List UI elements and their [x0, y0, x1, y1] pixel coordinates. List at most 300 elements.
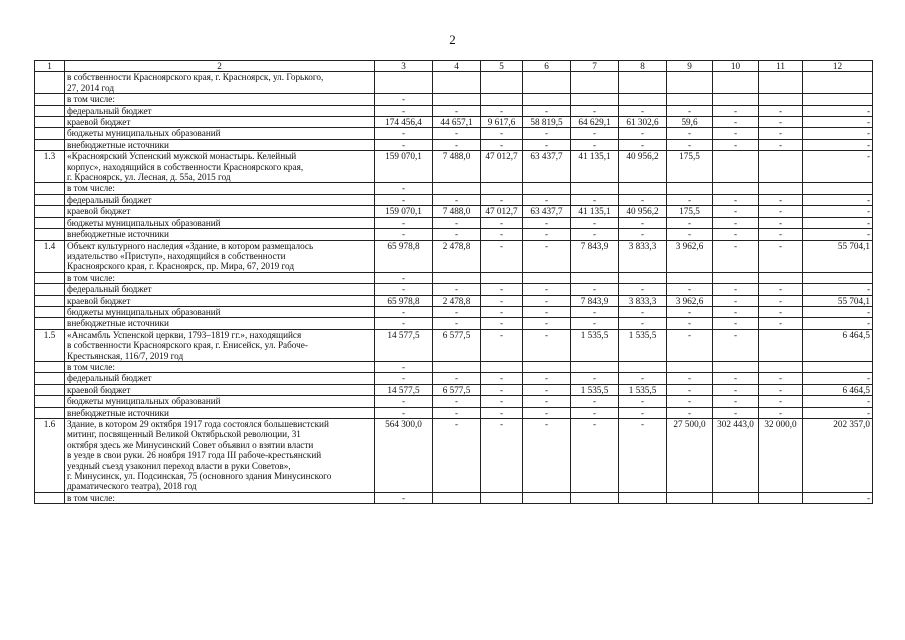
- value-cell-col-3: 159 070,1: [375, 206, 433, 217]
- value-cell-col-12: 55 704,1: [803, 295, 873, 306]
- value-cell-col-12: -: [803, 117, 873, 128]
- row-description: [65, 318, 375, 329]
- row-number: 1.3: [35, 151, 65, 183]
- row-number: [35, 306, 65, 317]
- row-number: [35, 492, 65, 503]
- value-cell-col-8: [619, 361, 667, 372]
- value-cell-col-9: [667, 72, 713, 94]
- value-cell-col-5: -: [481, 128, 523, 139]
- row-number: [35, 183, 65, 194]
- table-row: [35, 240, 873, 272]
- value-cell-col-8: -: [619, 105, 667, 116]
- value-cell-col-3: -: [375, 361, 433, 372]
- value-cell-col-9: -: [667, 306, 713, 317]
- value-cell-col-9: -: [667, 396, 713, 407]
- value-cell-col-6: -: [523, 217, 571, 228]
- value-cell-col-10: -: [713, 295, 759, 306]
- value-cell-col-5: -: [481, 318, 523, 329]
- value-cell-col-7: 7 843,9: [571, 295, 619, 306]
- value-cell-col-11: -: [759, 373, 803, 384]
- table-row: [35, 72, 873, 94]
- table-row: [35, 183, 873, 194]
- row-number: [35, 407, 65, 418]
- row-description: [65, 384, 375, 395]
- value-cell-col-11: -: [759, 284, 803, 295]
- value-cell-col-10: -: [713, 105, 759, 116]
- value-cell-col-6: -: [523, 329, 571, 361]
- value-cell-col-9: -: [667, 229, 713, 240]
- value-cell-col-9: [667, 272, 713, 283]
- value-cell-col-10: -: [713, 229, 759, 240]
- value-cell-col-11: -: [759, 240, 803, 272]
- value-cell-col-4: -: [433, 194, 481, 205]
- row-description: [65, 217, 375, 228]
- description-line: Объект культурного наследия «Здание, в котором размещалось: [67, 240, 314, 251]
- value-cell-col-12: -: [803, 407, 873, 418]
- value-cell-col-5: [481, 492, 523, 503]
- value-cell-col-4: 44 657,1: [433, 117, 481, 128]
- value-cell-col-3: -: [375, 492, 433, 503]
- value-cell-col-12: 55 704,1: [803, 240, 873, 272]
- value-cell-col-8: -: [619, 139, 667, 150]
- value-cell-col-6: -: [523, 128, 571, 139]
- value-cell-col-4: 2 478,8: [433, 295, 481, 306]
- description-line: внебюджетные источники: [67, 139, 169, 150]
- value-cell-col-12: [803, 361, 873, 372]
- value-cell-col-9: -: [667, 128, 713, 139]
- description-line: 27, 2014 год: [67, 82, 114, 93]
- value-cell-col-9: 175,5: [667, 206, 713, 217]
- value-cell-col-5: [481, 183, 523, 194]
- description-line: федеральный бюджет: [67, 105, 152, 116]
- value-cell-col-7: [571, 492, 619, 503]
- value-cell-col-12: -: [803, 105, 873, 116]
- value-cell-col-4: [433, 361, 481, 372]
- value-cell-col-3: 65 978,8: [375, 240, 433, 272]
- value-cell-col-7: [571, 183, 619, 194]
- value-cell-col-8: [619, 183, 667, 194]
- value-cell-col-11: -: [759, 217, 803, 228]
- value-cell-col-6: 58 819,5: [523, 117, 571, 128]
- value-cell-col-7: -: [571, 284, 619, 295]
- value-cell-col-6: -: [523, 105, 571, 116]
- value-cell-col-7: -: [571, 105, 619, 116]
- value-cell-col-9: 3 962,6: [667, 295, 713, 306]
- value-cell-col-11: -: [759, 139, 803, 150]
- description-line: краевой бюджет: [67, 117, 131, 128]
- value-cell-col-12: -: [803, 194, 873, 205]
- value-cell-col-3: -: [375, 272, 433, 283]
- row-description: [65, 206, 375, 217]
- description-line: внебюджетные источники: [67, 318, 169, 329]
- description-line: «Красноярский Успенский мужской монастырь. Келейный: [67, 151, 297, 162]
- row-number: [35, 373, 65, 384]
- row-number: [35, 217, 65, 228]
- value-cell-col-8: -: [619, 306, 667, 317]
- value-cell-col-4: -: [433, 396, 481, 407]
- value-cell-col-7: 7 843,9: [571, 240, 619, 272]
- value-cell-col-6: -: [523, 318, 571, 329]
- row-description: [65, 94, 375, 105]
- table-row: [35, 94, 873, 105]
- value-cell-col-11: -: [759, 117, 803, 128]
- table-row: [35, 373, 873, 384]
- value-cell-col-11: -: [759, 105, 803, 116]
- description-line: бюджеты муниципальных образований: [67, 306, 221, 317]
- table-row: [35, 217, 873, 228]
- value-cell-col-5: -: [481, 407, 523, 418]
- value-cell-col-10: 302 443,0: [713, 419, 759, 493]
- row-description: [65, 72, 375, 94]
- value-cell-col-4: [433, 94, 481, 105]
- value-cell-col-10: -: [713, 407, 759, 418]
- description-line: уездный съезд узаконил переход власти в руки Советов»,: [67, 460, 291, 471]
- value-cell-col-5: [481, 94, 523, 105]
- value-cell-col-10: -: [713, 194, 759, 205]
- value-cell-col-4: -: [433, 229, 481, 240]
- table-row: [35, 194, 873, 205]
- value-cell-col-7: -: [571, 318, 619, 329]
- table-row: [35, 295, 873, 306]
- row-description: [65, 361, 375, 372]
- value-cell-col-9: [667, 94, 713, 105]
- header-cell: 9: [667, 61, 713, 72]
- value-cell-col-3: 564 300,0: [375, 419, 433, 493]
- value-cell-col-3: 14 577,5: [375, 384, 433, 395]
- value-cell-col-7: 64 629,1: [571, 117, 619, 128]
- value-cell-col-5: [481, 361, 523, 372]
- value-cell-col-6: -: [523, 295, 571, 306]
- value-cell-col-12: -: [803, 492, 873, 503]
- value-cell-col-12: 6 464,5: [803, 384, 873, 395]
- value-cell-col-12: 202 357,0: [803, 419, 873, 493]
- value-cell-col-6: 63 437,7: [523, 151, 571, 183]
- header-cell: 8: [619, 61, 667, 72]
- value-cell-col-11: -: [759, 206, 803, 217]
- table-row: [35, 151, 873, 183]
- description-line: митинг, посвященный Великой Октябрьской революции, 31: [67, 429, 301, 440]
- table-row: [35, 105, 873, 116]
- row-number: 1.6: [35, 419, 65, 493]
- row-number: [35, 229, 65, 240]
- value-cell-col-7: 1 535,5: [571, 384, 619, 395]
- value-cell-col-5: [481, 272, 523, 283]
- value-cell-col-10: [713, 72, 759, 94]
- table-row: [35, 407, 873, 418]
- value-cell-col-10: [713, 183, 759, 194]
- header-row: [35, 61, 873, 72]
- row-description: [65, 240, 375, 272]
- value-cell-col-10: [713, 492, 759, 503]
- value-cell-col-4: 6 577,5: [433, 329, 481, 361]
- value-cell-col-5: 47 012,7: [481, 151, 523, 183]
- value-cell-col-12: -: [803, 284, 873, 295]
- value-cell-col-9: [667, 361, 713, 372]
- value-cell-col-4: [433, 492, 481, 503]
- description-line: в собственности Красноярского края, г. Красноярск, ул. Горького,: [67, 72, 324, 83]
- description-line: федеральный бюджет: [67, 194, 152, 205]
- value-cell-col-7: [571, 361, 619, 372]
- value-cell-col-7: -: [571, 194, 619, 205]
- value-cell-col-8: -: [619, 407, 667, 418]
- value-cell-col-12: [803, 183, 873, 194]
- value-cell-col-8: -: [619, 194, 667, 205]
- value-cell-col-7: -: [571, 306, 619, 317]
- value-cell-col-8: -: [619, 318, 667, 329]
- row-number: [35, 72, 65, 94]
- value-cell-col-10: [713, 361, 759, 372]
- value-cell-col-6: [523, 361, 571, 372]
- description-line: г. Минусинск, ул. Подсинская, 75 (основного здания Минусинского: [67, 471, 332, 482]
- value-cell-col-11: 32 000,0: [759, 419, 803, 493]
- budget-table: [34, 60, 873, 504]
- value-cell-col-4: -: [433, 306, 481, 317]
- header-cell: 12: [803, 61, 873, 72]
- value-cell-col-6: -: [523, 229, 571, 240]
- value-cell-col-6: -: [523, 306, 571, 317]
- value-cell-col-11: -: [759, 194, 803, 205]
- table-row: [35, 284, 873, 295]
- value-cell-col-12: -: [803, 139, 873, 150]
- value-cell-col-9: 175,5: [667, 151, 713, 183]
- table-row: [35, 128, 873, 139]
- table-row: [35, 492, 873, 503]
- value-cell-col-11: -: [759, 384, 803, 395]
- value-cell-col-8: -: [619, 419, 667, 493]
- value-cell-col-8: 40 956,2: [619, 206, 667, 217]
- value-cell-col-8: -: [619, 284, 667, 295]
- value-cell-col-3: -: [375, 128, 433, 139]
- value-cell-col-6: [523, 72, 571, 94]
- value-cell-col-11: -: [759, 295, 803, 306]
- value-cell-col-3: 14 577,5: [375, 329, 433, 361]
- value-cell-col-12: -: [803, 128, 873, 139]
- value-cell-col-3: [375, 72, 433, 94]
- header-cell: 5: [481, 61, 523, 72]
- value-cell-col-9: -: [667, 318, 713, 329]
- value-cell-col-6: 63 437,7: [523, 206, 571, 217]
- value-cell-col-10: [713, 151, 759, 183]
- value-cell-col-11: -: [759, 318, 803, 329]
- value-cell-col-4: -: [433, 373, 481, 384]
- row-number: [35, 396, 65, 407]
- description-line: Красноярского края, г. Красноярск, пр. Мира, 67, 2019 год: [67, 261, 295, 272]
- value-cell-col-10: -: [713, 117, 759, 128]
- table-row: [35, 139, 873, 150]
- value-cell-col-11: -: [759, 396, 803, 407]
- value-cell-col-10: -: [713, 284, 759, 295]
- value-cell-col-12: -: [803, 151, 873, 183]
- page-number: 2: [449, 32, 456, 47]
- value-cell-col-6: -: [523, 194, 571, 205]
- value-cell-col-9: -: [667, 284, 713, 295]
- row-description: [65, 295, 375, 306]
- value-cell-col-4: 7 488,0: [433, 151, 481, 183]
- table-row: [35, 229, 873, 240]
- description-line: Здание, в котором 29 октября 1917 года состоялся большевистский: [67, 419, 329, 429]
- header-cell: 6: [523, 61, 571, 72]
- description-line: бюджеты муниципальных образований: [67, 217, 221, 228]
- value-cell-col-7: 41 135,1: [571, 151, 619, 183]
- value-cell-col-4: -: [433, 105, 481, 116]
- row-description: [65, 272, 375, 283]
- value-cell-col-8: [619, 94, 667, 105]
- description-line: октября здесь же Минусинский Совет объявил о взятии власти: [67, 439, 314, 450]
- description-line: краевой бюджет: [67, 384, 131, 395]
- value-cell-col-9: 59,6: [667, 117, 713, 128]
- description-line: г. Красноярск, ул. Лесная, д. 55а, 2015 год: [67, 172, 231, 183]
- value-cell-col-11: [759, 492, 803, 503]
- row-description: [65, 329, 375, 361]
- value-cell-col-8: 40 956,2: [619, 151, 667, 183]
- value-cell-col-10: -: [713, 206, 759, 217]
- value-cell-col-11: [759, 94, 803, 105]
- value-cell-col-10: -: [713, 240, 759, 272]
- value-cell-col-5: -: [481, 194, 523, 205]
- value-cell-col-9: 27 500,0: [667, 419, 713, 493]
- table-row: [35, 361, 873, 372]
- value-cell-col-11: [759, 183, 803, 194]
- value-cell-col-6: [523, 94, 571, 105]
- value-cell-col-10: -: [713, 318, 759, 329]
- description-line: федеральный бюджет: [67, 284, 152, 295]
- row-description: [65, 373, 375, 384]
- table-row: [35, 117, 873, 128]
- value-cell-col-8: -: [619, 128, 667, 139]
- value-cell-col-9: -: [667, 373, 713, 384]
- row-description: [65, 183, 375, 194]
- row-description: [65, 128, 375, 139]
- value-cell-col-4: -: [433, 318, 481, 329]
- value-cell-col-12: [803, 272, 873, 283]
- value-cell-col-6: -: [523, 373, 571, 384]
- value-cell-col-6: -: [523, 240, 571, 272]
- table-row: [35, 329, 873, 361]
- row-number: [35, 284, 65, 295]
- value-cell-col-7: -: [571, 373, 619, 384]
- value-cell-col-12: -: [803, 318, 873, 329]
- table-row: [35, 419, 873, 493]
- value-cell-col-8: [619, 72, 667, 94]
- value-cell-col-11: -: [759, 128, 803, 139]
- value-cell-col-3: -: [375, 306, 433, 317]
- row-number: [35, 206, 65, 217]
- row-number: [35, 94, 65, 105]
- value-cell-col-6: -: [523, 396, 571, 407]
- header-cell: 2: [65, 61, 375, 72]
- value-cell-col-7: 1 535,5: [571, 329, 619, 361]
- value-cell-col-7: -: [571, 229, 619, 240]
- description-line: издательство «Приступ», находящийся в собственности: [67, 250, 286, 261]
- value-cell-col-4: -: [433, 128, 481, 139]
- description-line: корпус», находящийся в собственности Красноярского края,: [67, 161, 304, 172]
- value-cell-col-10: -: [713, 306, 759, 317]
- value-cell-col-8: -: [619, 373, 667, 384]
- value-cell-col-11: [759, 72, 803, 94]
- value-cell-col-5: -: [481, 284, 523, 295]
- value-cell-col-3: -: [375, 318, 433, 329]
- row-number: [35, 384, 65, 395]
- value-cell-col-8: 3 833,3: [619, 295, 667, 306]
- value-cell-col-7: -: [571, 139, 619, 150]
- header-cell: 4: [433, 61, 481, 72]
- description-line: краевой бюджет: [67, 295, 131, 306]
- value-cell-col-8: 1 535,5: [619, 384, 667, 395]
- header-cell: 1: [35, 61, 65, 72]
- value-cell-col-10: -: [713, 329, 759, 361]
- value-cell-col-8: -: [619, 396, 667, 407]
- value-cell-col-5: -: [481, 105, 523, 116]
- value-cell-col-10: [713, 272, 759, 283]
- value-cell-col-5: 9 617,6: [481, 117, 523, 128]
- value-cell-col-3: -: [375, 194, 433, 205]
- value-cell-col-6: -: [523, 419, 571, 493]
- description-line: в том числе:: [67, 94, 115, 105]
- value-cell-col-8: 61 302,6: [619, 117, 667, 128]
- value-cell-col-7: -: [571, 217, 619, 228]
- value-cell-col-12: -: [803, 373, 873, 384]
- value-cell-col-5: -: [481, 295, 523, 306]
- value-cell-col-12: 6 464,5: [803, 329, 873, 361]
- row-description: [65, 419, 375, 493]
- row-description: [65, 396, 375, 407]
- value-cell-col-7: -: [571, 419, 619, 493]
- value-cell-col-5: -: [481, 373, 523, 384]
- value-cell-col-12: -: [803, 206, 873, 217]
- value-cell-col-5: -: [481, 139, 523, 150]
- value-cell-col-8: 1 535,5: [619, 329, 667, 361]
- value-cell-col-12: -: [803, 396, 873, 407]
- value-cell-col-6: -: [523, 384, 571, 395]
- value-cell-col-3: -: [375, 373, 433, 384]
- description-line: в том числе:: [67, 361, 115, 372]
- row-number: [35, 194, 65, 205]
- value-cell-col-5: -: [481, 419, 523, 493]
- value-cell-col-9: -: [667, 407, 713, 418]
- description-line: Крестьянская, 116/7, 2019 год: [67, 350, 184, 361]
- value-cell-col-5: -: [481, 229, 523, 240]
- table-row: [35, 318, 873, 329]
- value-cell-col-7: -: [571, 128, 619, 139]
- value-cell-col-3: -: [375, 407, 433, 418]
- row-number: [35, 105, 65, 116]
- table-row: [35, 272, 873, 283]
- description-line: в том числе:: [67, 272, 115, 283]
- value-cell-col-3: -: [375, 94, 433, 105]
- value-cell-col-9: 3 962,6: [667, 240, 713, 272]
- row-description: [65, 151, 375, 183]
- value-cell-col-11: -: [759, 407, 803, 418]
- table-row: [35, 206, 873, 217]
- value-cell-col-9: -: [667, 329, 713, 361]
- value-cell-col-6: [523, 183, 571, 194]
- row-description: [65, 306, 375, 317]
- value-cell-col-3: 65 978,8: [375, 295, 433, 306]
- value-cell-col-10: -: [713, 217, 759, 228]
- header-cell: 7: [571, 61, 619, 72]
- row-number: [35, 361, 65, 372]
- description-line: в уезде в свои руки. 26 ноября 1917 года III рабоче-крестьянский: [67, 450, 322, 461]
- value-cell-col-7: [571, 72, 619, 94]
- value-cell-col-11: -: [759, 306, 803, 317]
- value-cell-col-4: -: [433, 139, 481, 150]
- value-cell-col-10: -: [713, 384, 759, 395]
- header-cell: 11: [759, 61, 803, 72]
- value-cell-col-4: -: [433, 407, 481, 418]
- table-row: [35, 306, 873, 317]
- value-cell-col-5: [481, 72, 523, 94]
- value-cell-col-11: [759, 272, 803, 283]
